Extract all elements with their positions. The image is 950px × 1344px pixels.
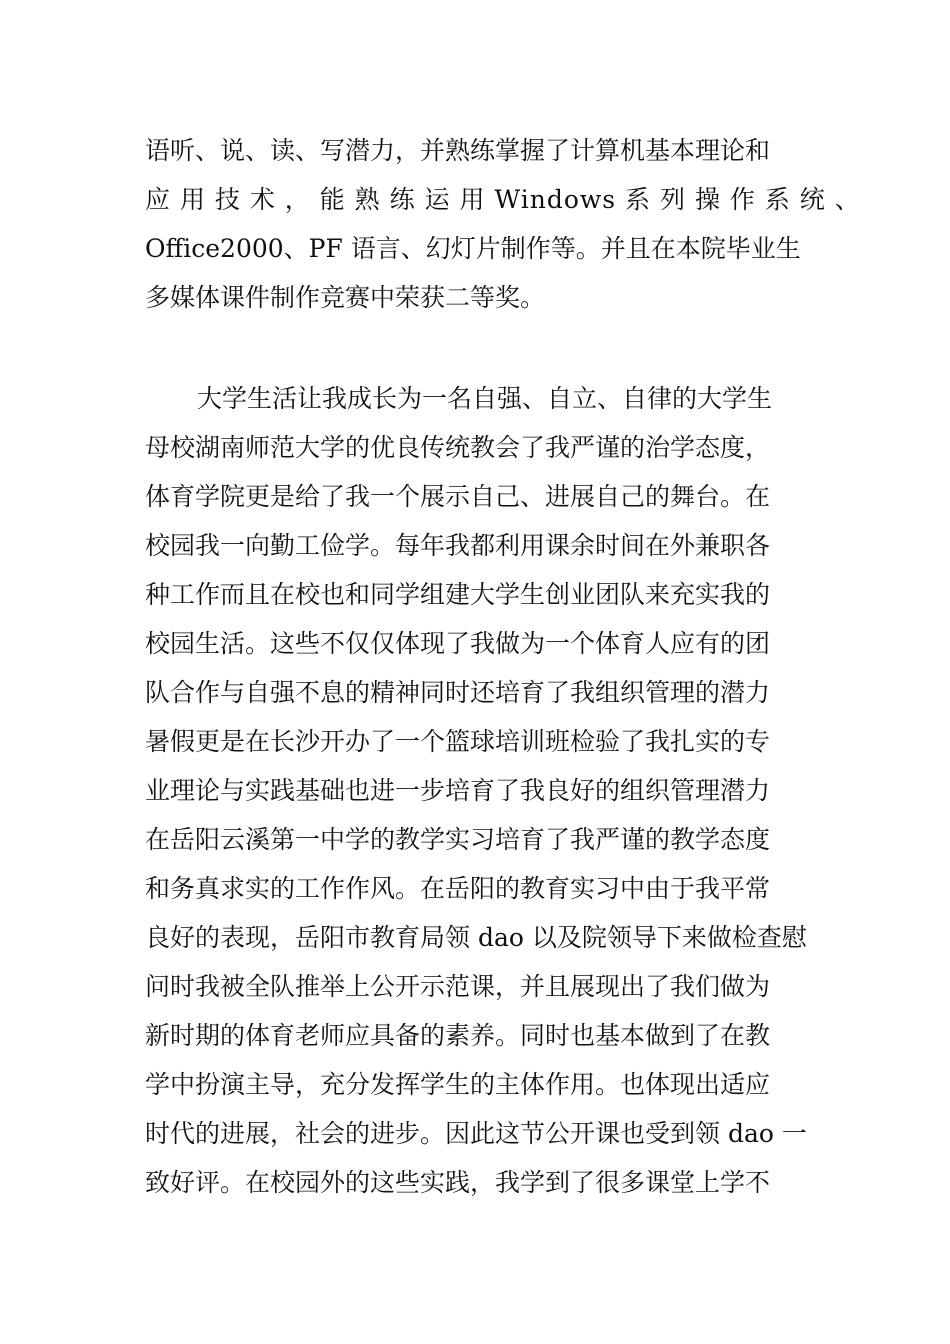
text-line: Office2000、PF 语言、幻灯片制作等。并且在本院毕业生 bbox=[145, 234, 801, 263]
text-line: 母校湖南师范大学的优良传统教会了我严谨的治学态度， bbox=[145, 433, 771, 462]
text-line: 学中扮演主导，充分发挥学生的主体作用。也体现出适应 bbox=[145, 1070, 771, 1099]
text-line: 大学生活让我成长为一名自强、自立、自律的大学生 bbox=[197, 384, 773, 413]
text-line: 新时期的体育老师应具备的素养。同时也基本做到了在教 bbox=[145, 1021, 771, 1050]
text-line: 语听、说、读、写潜力，并熟练掌握了计算机基本理论和 bbox=[145, 136, 771, 165]
text-line: 在岳阳云溪第一中学的教学实习培育了我严谨的教学态度 bbox=[145, 825, 771, 854]
text-line: 问时我被全队推举上公开示范课，并且展现出了我们做为 bbox=[145, 972, 771, 1001]
text-line: 致好评。在校园外的这些实践，我学到了很多课堂上学不 bbox=[145, 1168, 771, 1197]
text-line: 时代的进展，社会的进步。因此这节公开课也受到领 dao 一 bbox=[145, 1119, 807, 1148]
text-line: 暑假更是在长沙开办了一个篮球培训班检验了我扎实的专 bbox=[145, 727, 771, 756]
text-line: 应 用 技 术 ， 能 熟 练 运 用 Windows 系 列 操 作 系 统 、 bbox=[145, 185, 861, 214]
text-line: 校园生活。这些不仅仅体现了我做为一个体育人应有的团 bbox=[145, 629, 771, 658]
text-line: 队合作与自强不息的精神同时还培育了我组织管理的潜力 bbox=[145, 678, 771, 707]
text-line: 体育学院更是给了我一个展示自己、进展自己的舞台。在 bbox=[145, 482, 771, 511]
text-line: 业理论与实践基础也进一步培育了我良好的组织管理潜力 bbox=[145, 776, 771, 805]
text-line: 种工作而且在校也和同学组建大学生创业团队来充实我的 bbox=[145, 580, 771, 609]
paragraph-1 bbox=[145, 126, 861, 322]
text-line: 多媒体课件制作竞赛中荣获二等奖。 bbox=[145, 283, 546, 312]
text-line: 良好的表现，岳阳市教育局领 dao 以及院领导下来做检查慰 bbox=[145, 923, 807, 952]
text-line: 校园我一向勤工俭学。每年我都利用课余时间在外兼职各 bbox=[145, 531, 771, 560]
paragraph-2 bbox=[145, 374, 810, 1207]
text-line: 和务真求实的工作作风。在岳阳的教育实习中由于我平常 bbox=[145, 874, 771, 903]
